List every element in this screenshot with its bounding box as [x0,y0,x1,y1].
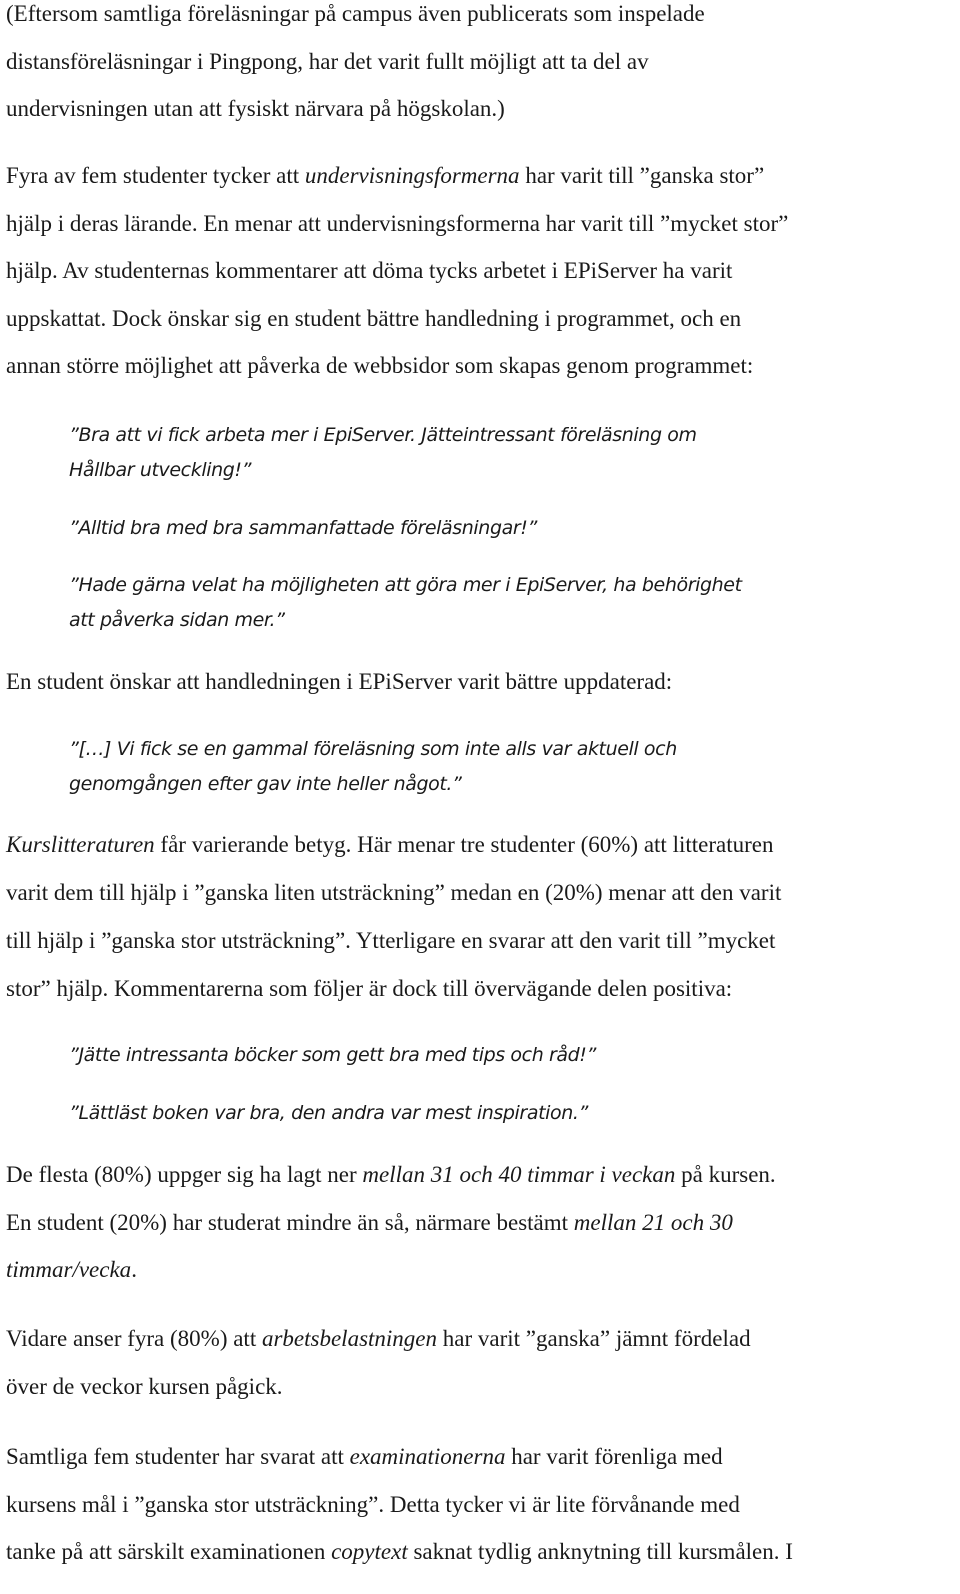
student-quote [69,418,949,488]
text-run: har varit till ”ganska stor” [519,163,765,188]
text-line: stor” hjälp. Kommentarerna som följer är dock till övervägande delen positiva: [6,976,733,1001]
paragraph-teaching-forms [6,152,954,390]
text-run: saknat tydlig anknytning till kursmålen. I [407,1539,793,1564]
text-line [6,1528,954,1576]
text-run: Fyra av fem studenter tycker att [6,163,305,188]
student-quote [69,1038,949,1073]
text-run: De flesta (80%) uppger sig ha lagt ner [6,1162,363,1187]
text-line: över de veckor kursen pågick. [6,1373,283,1399]
text-line: annan större möjlighet att påverka de webbsidor som skapas genom programmet: [6,353,754,378]
paragraph-intro [6,0,954,133]
text-run: har varit förenliga med [505,1444,723,1469]
text-line: En student önskar att handledningen i EPiServer varit bättre uppdaterad: [6,669,673,694]
quote-line: Hållbar utveckling!” [69,459,252,481]
text-line [6,821,954,869]
text-line: varit dem till hjälp i ”ganska liten utsträckning” medan en (20%) menar att den varit [6,880,782,905]
text-run: Vidare anser fyra (80%) att [6,1326,262,1351]
text-line: undervisningen utan att fysiskt närvara på högskolan.) [6,96,505,121]
paragraph-examinations [6,1433,954,1576]
text-run: har varit ”ganska” jämnt fördelad [437,1326,751,1351]
paragraph-workload-distribution [6,1315,954,1410]
text-line [6,152,954,200]
emphasis-term: examinationerna [349,1444,506,1469]
quote-line: att påverka sidan mer.” [69,609,285,631]
text-line [6,1151,954,1199]
text-run: Samtliga fem studenter har svarat att [6,1444,350,1469]
text-line: (Eftersom samtliga föreläsningar på campus även publicerats som inspelade [6,1,705,26]
paragraph-workload-hours [6,1151,954,1294]
emphasis-term: timmar/vecka [6,1257,132,1282]
text-line [6,1433,954,1481]
text-line: hjälp. Av studenternas kommentarer att döma tycks arbetet i EPiServer ha varit [6,258,733,283]
paragraph-guidance [6,658,954,706]
text-line: distansföreläsningar i Pingpong, har det varit fullt möjligt att ta del av [6,48,649,74]
text-line: till hjälp i ”ganska stor utsträckning”. Ytterligare en svarar att den varit till ”mycket [6,928,776,953]
quote-line: ”[…] Vi fick se en gammal föreläsning som inte alls var aktuell och [69,738,677,760]
quote-line: ”Lättläst boken var bra, den andra var mest inspiration.” [69,1102,588,1124]
quote-line: ”Hade gärna velat ha möjligheten att göra mer i EpiServer, ha behörighet [69,574,742,596]
text-run: . [131,1257,137,1282]
text-line [6,1315,954,1363]
text-line: hjälp i deras lärande. En menar att undervisningsformerna har varit till ”mycket stor” [6,210,789,236]
quote-line: ”Jätte intressanta böcker som gett bra med tips och råd!” [69,1044,596,1066]
emphasis-term: arbetsbelastningen [261,1326,438,1351]
text-line: uppskattat. Dock önskar sig en student bättre handledning i programmet, och en [6,305,742,331]
text-run: får varierande betyg. Här menar tre studenter (60%) att litteraturen [154,832,774,857]
emphasis-term: mellan 31 och 40 timmar i veckan [362,1162,676,1187]
emphasis-term: undervisningsformerna [304,163,520,188]
emphasis-term: Kurslitteraturen [6,832,155,857]
emphasis-term: copytext [331,1539,408,1564]
text-line [6,1199,954,1247]
text-run: En student (20%) har studerat mindre än så, närmare bestämt [6,1209,574,1235]
quote-line: genomgången efter gav inte heller något.” [69,773,462,795]
student-quote [69,511,949,546]
student-quote [69,1096,949,1131]
text-run: på kursen. [675,1162,776,1187]
quote-line: ”Bra att vi fick arbeta mer i EpiServer. Jätteintressant föreläsning om [69,424,697,446]
text-line: kursens mål i ”ganska stor utsträckning”. Detta tycker vi är lite förvånande med [6,1491,740,1517]
text-run: tanke på att särskilt examinationen [6,1539,332,1564]
text-line [6,1246,954,1294]
student-quote [69,568,949,638]
paragraph-literature [6,821,954,1013]
quote-line: ”Alltid bra med bra sammanfattade föreläsningar!” [69,517,537,539]
emphasis-term: mellan 21 och 30 [573,1209,733,1235]
student-quote [69,732,949,802]
